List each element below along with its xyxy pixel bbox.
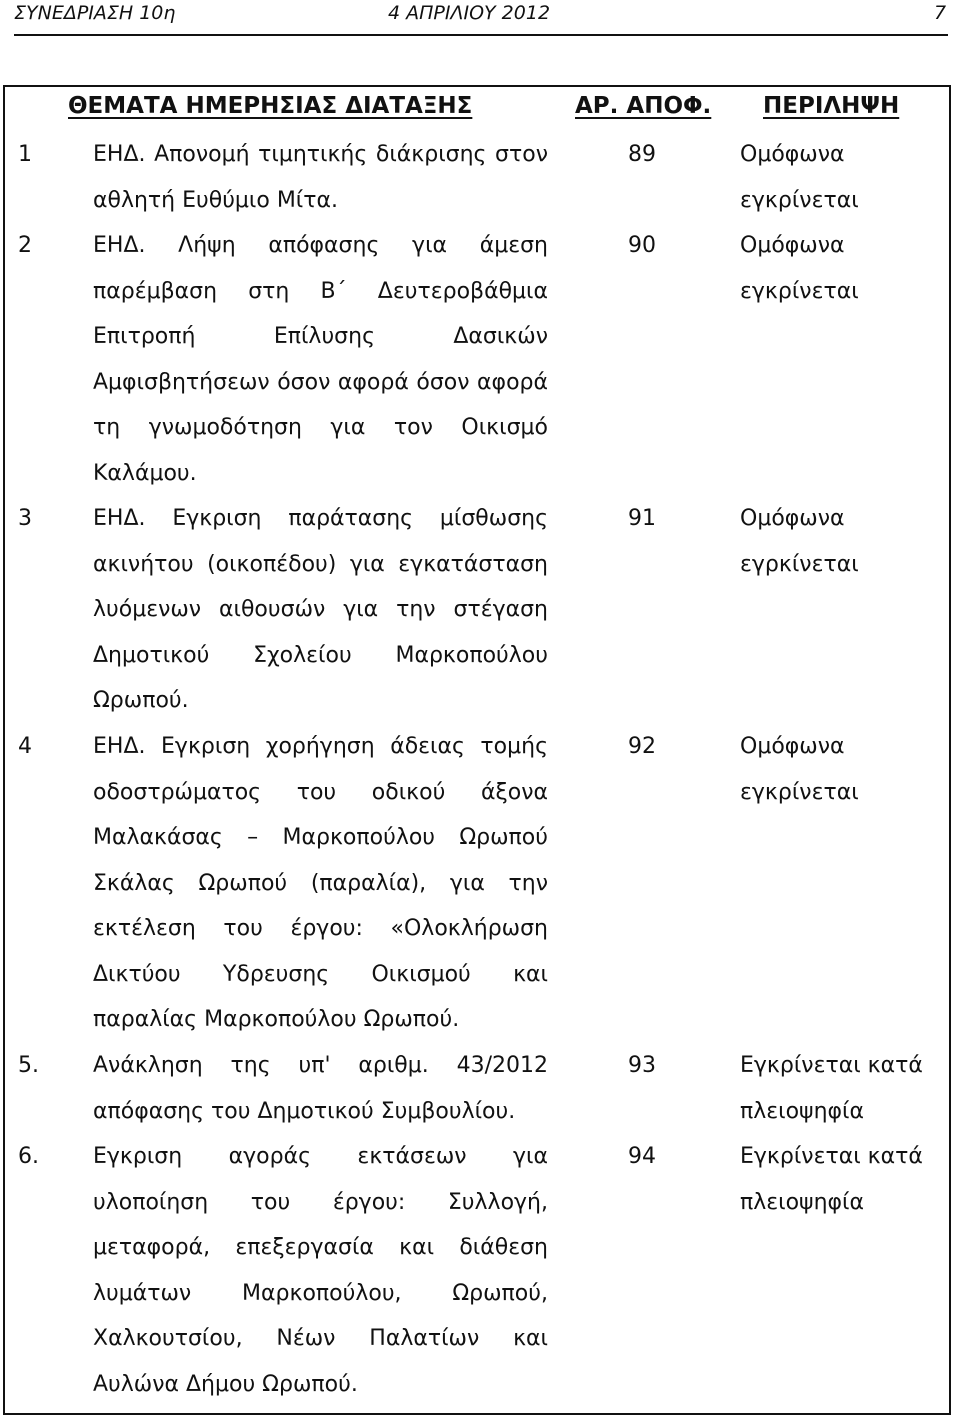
item-number: 6. bbox=[18, 1144, 39, 1169]
item-summary: Ομόφωνα εγρκίνεται bbox=[740, 506, 859, 577]
item-number: 4 bbox=[18, 734, 32, 759]
decision-number: 93 bbox=[628, 1053, 656, 1078]
item-text: ΕΗΔ. Λήψη απόφασης για άμεση παρέμβαση στη Β΄ Δευτεροβάθμια Επιτροπή Επίλυσης Δασικών Αμφισβητήσεων όσον αφορά όσον αφορά τη γνωμοδότηση για τον Οικισμό Καλάμου. bbox=[93, 233, 548, 486]
item-summary: Ομόφωνα εγκρίνεται bbox=[740, 142, 859, 213]
item-number: 3 bbox=[18, 506, 32, 531]
item-summary: Ομόφωνα εγκρίνεται bbox=[740, 734, 859, 805]
session-date: 4 ΑΠΡΙΛΙΟΥ 2012 bbox=[388, 2, 551, 24]
item-summary: Εγκρίνεται κατά πλειοψηφία bbox=[740, 1144, 923, 1215]
item-text: ΕΗΔ. Εγκριση παράτασης μίσθωσης ακινήτου (οικοπέδου) για εγκατάσταση λυόμενων αιθουσών για την στέγαση Δημοτικού Σχολείου Μαρκοπούλου Ωρωπού. bbox=[93, 506, 548, 713]
decision-number: 89 bbox=[628, 142, 656, 167]
decision-number: 90 bbox=[628, 233, 656, 258]
header-rule bbox=[14, 34, 948, 36]
item-summary: Ομόφωνα εγκρίνεται bbox=[740, 233, 859, 304]
item-text: Εγκριση αγοράς εκτάσεων για υλοποίηση του έργου: Συλλογή, μεταφορά, επεξεργασία και διάθεση λυμάτων Μαρκοπούλου, Ωρωπού, Χαλκουτσίου, Νέων Παλατίων και Αυλώνα Δήμου Ωρωπού. bbox=[93, 1144, 548, 1397]
decision-number: 94 bbox=[628, 1144, 656, 1169]
item-number: 1 bbox=[18, 142, 32, 167]
page-header bbox=[0, 0, 960, 36]
item-number: 2 bbox=[18, 233, 32, 258]
session-label: ΣΥΝΕΔΡΙΑΣΗ 10η bbox=[14, 2, 176, 24]
item-text: ΕΗΔ. Απονομή τιμητικής διάκρισης στον αθλητή Ευθύμιο Μίτα. bbox=[93, 142, 548, 213]
item-text: Ανάκληση της υπ' αριθμ. 43/2012 απόφασης του Δημοτικού Συμβουλίου. bbox=[93, 1053, 548, 1124]
column-header-topics: ΘΕΜΑΤΑ ΗΜΕΡΗΣΙΑΣ ΔΙΑΤΑΞΗΣ bbox=[68, 93, 473, 119]
column-header-decision-no: ΑΡ. ΑΠΟΦ. bbox=[575, 93, 712, 119]
column-header-summary: ΠΕΡΙΛΗΨΗ bbox=[763, 93, 900, 119]
page-number: 7 bbox=[934, 2, 947, 24]
decision-number: 92 bbox=[628, 734, 656, 759]
decision-number: 91 bbox=[628, 506, 656, 531]
item-number: 5. bbox=[18, 1053, 39, 1078]
item-summary: Εγκρίνεται κατά πλειοψηφία bbox=[740, 1053, 923, 1124]
item-text: ΕΗΔ. Εγκριση χορήγηση άδειας τομής οδοστρώματος του οδικού άξονα Μαλακάσας – Μαρκοπούλου Ωρωπού Σκάλας Ωρωπού (παραλία), για την εκτέλεση του έργου: «Ολοκλήρωση Δικτύου Υδρευσης Οικισμού και παραλίας Μαρκοπούλου Ωρωπού. bbox=[93, 734, 548, 1032]
